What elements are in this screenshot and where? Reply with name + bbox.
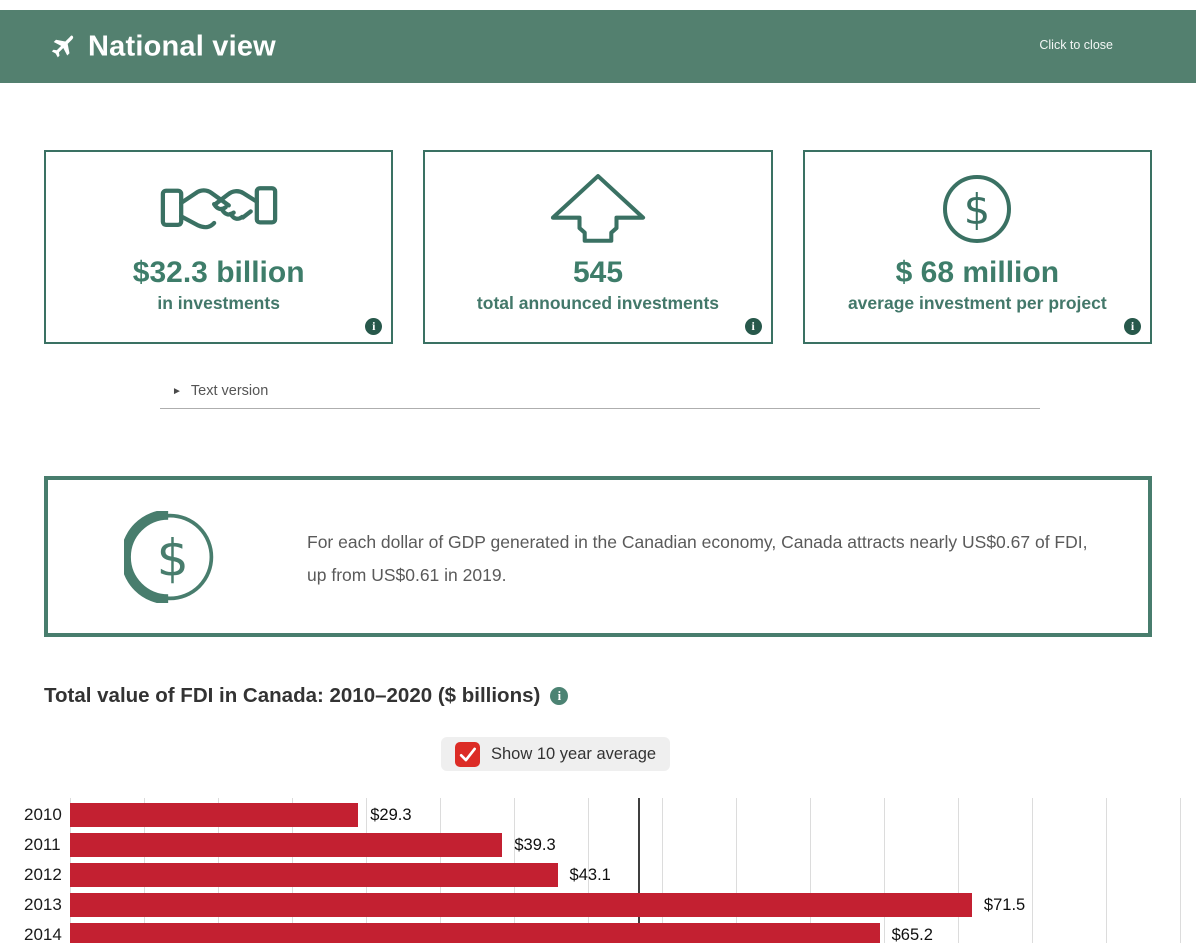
- show-average-checkbox[interactable]: [441, 737, 670, 771]
- gdp-fdi-callout: [44, 476, 1152, 637]
- chart-value-label: $65.2: [891, 925, 933, 943]
- info-icon[interactable]: i: [1124, 318, 1141, 335]
- callout-line-2: up from US$0.61 in 2019.: [307, 565, 507, 585]
- checkbox-label: Show 10 year average: [491, 744, 657, 763]
- panel-header[interactable]: [0, 10, 1196, 83]
- handshake-icon: [46, 170, 391, 248]
- text-version-toggle[interactable]: [172, 383, 268, 399]
- chart-year-label: 2010: [24, 805, 62, 824]
- stat-card-average-investment: [803, 150, 1152, 344]
- info-icon[interactable]: i: [745, 318, 762, 335]
- chart-year-label: 2013: [24, 895, 62, 914]
- stat-value: $ 68 million: [895, 256, 1060, 289]
- stat-value: 545: [572, 256, 624, 289]
- stat-label: average investment per project: [847, 293, 1107, 313]
- chart-row: [70, 833, 1196, 857]
- chart-row: [70, 863, 1196, 887]
- chart-row: [70, 803, 1196, 827]
- chart-year-label: 2012: [24, 865, 62, 884]
- dollar-coin-icon: [124, 511, 216, 603]
- page-title-group: [48, 30, 276, 63]
- stat-cards: [44, 150, 1152, 344]
- chart-value-label: $29.3: [370, 805, 412, 824]
- chart-plot: [70, 798, 1196, 943]
- stat-card-total-announced: [423, 150, 772, 344]
- info-icon[interactable]: i: [365, 318, 382, 335]
- checkbox-checked-icon[interactable]: [455, 742, 480, 767]
- plane-icon: [48, 33, 75, 60]
- triangle-right-icon: ►: [172, 385, 182, 397]
- page-title: National view: [88, 30, 276, 62]
- chart-bar: [70, 863, 558, 887]
- chart-value-label: $71.5: [983, 895, 1026, 914]
- chart-year-label: 2014: [24, 925, 62, 943]
- svg-text:$: $: [156, 527, 189, 587]
- chart-bar: [70, 803, 358, 827]
- chart-title-row: [44, 684, 568, 708]
- chart-value-label: $43.1: [569, 865, 611, 884]
- chart-title: Total value of FDI in Canada: 2010–2020 ($ billions): [44, 684, 541, 707]
- divider: [160, 408, 1040, 409]
- stat-card-investments: [44, 150, 393, 344]
- text-version-label: Text version: [190, 383, 269, 399]
- stat-label: in investments: [157, 293, 280, 313]
- stat-label: total announced investments: [476, 293, 720, 313]
- svg-text:$: $: [964, 185, 991, 235]
- chart-bar: [70, 893, 972, 917]
- fdi-bar-chart: [0, 798, 1196, 943]
- chart-bar: [70, 923, 880, 943]
- callout-text: [307, 526, 1088, 592]
- stat-value: $32.3 billion: [132, 256, 305, 289]
- info-icon[interactable]: i: [550, 687, 568, 705]
- chart-year-label: 2011: [24, 835, 61, 854]
- chart-row: [70, 893, 1196, 917]
- chart-value-label: $39.3: [514, 835, 556, 854]
- click-to-close[interactable]: Click to close: [1039, 38, 1113, 52]
- callout-line-1: For each dollar of GDP generated in the Canadian economy, Canada attracts nearly US$0.67 of FDI,: [307, 532, 1088, 552]
- chart-bar: [70, 833, 502, 857]
- arrow-up-icon: [425, 170, 770, 248]
- dollar-circle-icon: [805, 170, 1150, 248]
- chart-row: [70, 923, 1196, 943]
